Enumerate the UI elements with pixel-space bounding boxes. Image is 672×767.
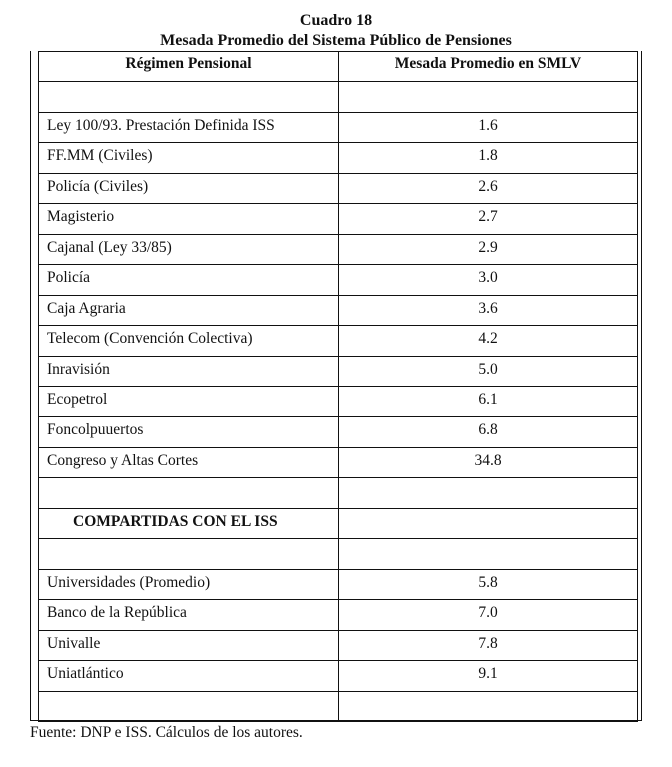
table-row bbox=[39, 295, 638, 325]
regimen-cell: Policía bbox=[39, 265, 339, 295]
regimen-cell: Congreso y Altas Cortes bbox=[39, 447, 339, 477]
regimen-cell: Policía (Civiles) bbox=[39, 173, 339, 203]
regimen-cell: Univalle bbox=[39, 630, 339, 660]
mesada-cell: 3.6 bbox=[339, 295, 638, 325]
mesada-cell: 2.9 bbox=[339, 234, 638, 264]
table-title: Mesada Promedio del Sistema Público de Pensiones bbox=[160, 32, 512, 49]
mesada-cell: 7.0 bbox=[339, 600, 638, 630]
mesada-cell: 1.6 bbox=[339, 112, 638, 142]
table-row bbox=[39, 386, 638, 416]
mesada-cell bbox=[339, 478, 638, 508]
regimen-cell bbox=[39, 82, 339, 112]
mesada-cell bbox=[339, 691, 638, 721]
regimen-cell: Magisterio bbox=[39, 204, 339, 234]
mesada-cell bbox=[339, 82, 638, 112]
table-row bbox=[39, 112, 638, 142]
regimen-cell bbox=[39, 539, 339, 569]
mesada-cell: 3.0 bbox=[339, 265, 638, 295]
regimen-cell: FF.MM (Civiles) bbox=[39, 143, 339, 173]
mesada-cell bbox=[339, 539, 638, 569]
section-label: COMPARTIDAS CON EL ISS bbox=[39, 508, 339, 538]
mesada-cell: 5.8 bbox=[339, 569, 638, 599]
mesada-cell: 7.8 bbox=[339, 630, 638, 660]
mesada-cell: 1.8 bbox=[339, 143, 638, 173]
regimen-cell: Caja Agraria bbox=[39, 295, 339, 325]
mesada-cell: 9.1 bbox=[339, 661, 638, 691]
table-row bbox=[39, 600, 638, 630]
table-row bbox=[39, 143, 638, 173]
regimen-cell bbox=[39, 691, 339, 721]
mesada-cell bbox=[339, 508, 638, 538]
mesada-cell: 34.8 bbox=[339, 447, 638, 477]
mesada-cell: 6.8 bbox=[339, 417, 638, 447]
table-row bbox=[39, 326, 638, 356]
blank-row bbox=[39, 478, 638, 508]
table-row bbox=[39, 234, 638, 264]
mesada-cell: 6.1 bbox=[339, 386, 638, 416]
table-row bbox=[39, 661, 638, 691]
mesada-cell: 5.0 bbox=[339, 356, 638, 386]
mesada-cell: 4.2 bbox=[339, 326, 638, 356]
table-row bbox=[39, 265, 638, 295]
source-note: Fuente: DNP e ISS. Cálculos de los autores. bbox=[30, 724, 303, 741]
table-row bbox=[39, 173, 638, 203]
table-row bbox=[39, 417, 638, 447]
header-row bbox=[39, 52, 638, 82]
mesada-cell: 2.7 bbox=[339, 204, 638, 234]
header-mesada: Mesada Promedio en SMLV bbox=[339, 52, 638, 82]
regimen-cell: Telecom (Convención Colectiva) bbox=[39, 326, 339, 356]
regimen-cell: Ecopetrol bbox=[39, 386, 339, 416]
blank-row bbox=[39, 82, 638, 112]
blank-row bbox=[39, 539, 638, 569]
table-number: Cuadro 18 bbox=[299, 12, 373, 29]
table-row bbox=[39, 630, 638, 660]
regimen-cell: Foncolpuuertos bbox=[39, 417, 339, 447]
blank-row bbox=[39, 691, 638, 721]
regimen-cell bbox=[39, 478, 339, 508]
regimen-cell: Cajanal (Ley 33/85) bbox=[39, 234, 339, 264]
regimen-cell: Banco de la República bbox=[39, 600, 339, 630]
table-row bbox=[39, 569, 638, 599]
regimen-cell: Uniatlántico bbox=[39, 661, 339, 691]
regimen-cell: Inravisión bbox=[39, 356, 339, 386]
regimen-cell: Ley 100/93. Prestación Definida ISS bbox=[39, 112, 339, 142]
table-row bbox=[39, 447, 638, 477]
pension-table bbox=[38, 51, 638, 722]
header-regimen: Régimen Pensional bbox=[39, 52, 339, 82]
regimen-cell: Universidades (Promedio) bbox=[39, 569, 339, 599]
section-row bbox=[39, 508, 638, 538]
mesada-cell: 2.6 bbox=[339, 173, 638, 203]
table-row bbox=[39, 356, 638, 386]
table-row bbox=[39, 204, 638, 234]
table-body bbox=[39, 82, 638, 722]
